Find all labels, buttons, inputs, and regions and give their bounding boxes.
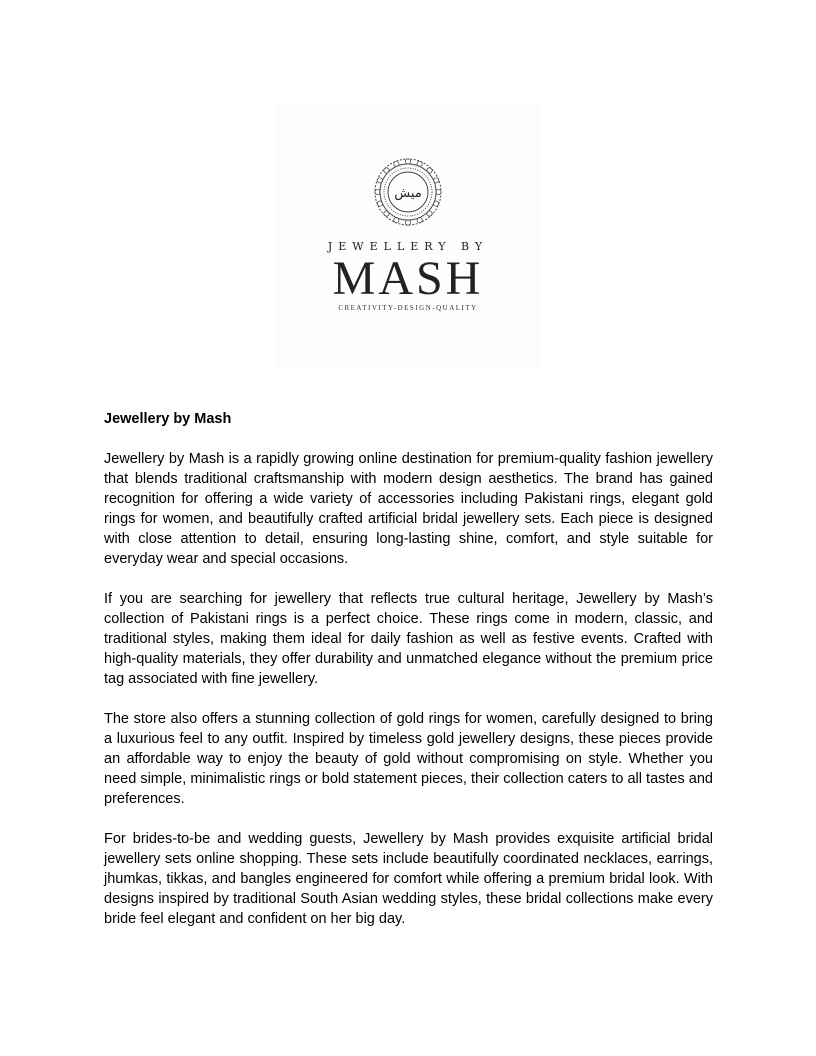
paragraph-gold-rings: The store also offers a stunning collection of gold rings for women, carefully designed to bring a luxurious feel to any outfit. Inspired by timeless gold jewellery designs, these pieces provide an affordable way to enjoy the beauty of gold without compromising on style. Whether you need simple, minimalistic rings or bold statement pieces, their collection caters to all tastes and preferences. bbox=[104, 711, 713, 807]
emblem-petal bbox=[434, 201, 439, 206]
emblem-petal bbox=[417, 161, 422, 166]
document-body bbox=[104, 409, 713, 949]
emblem-petal bbox=[405, 220, 410, 225]
logo-subtitle: JEWELLERY BY bbox=[327, 240, 489, 253]
emblem-petal bbox=[394, 218, 399, 223]
emblem-petal bbox=[377, 178, 382, 183]
emblem-petal bbox=[436, 189, 441, 194]
paragraph-intro: Jewellery by Mash is a rapidly growing online destination for premium-quality fashion jewellery that blends traditional craftsmanship with modern design aesthetics. The brand has gained recognition for offering a wide variety of accessories including Pakistani rings, elegant gold rings for women, and beautifully crafted artificial bridal jewellery sets. Each piece is designed with close attention to detail, ensuring long-lasting shine, comfort, and style suitable for everyday wear and special occasions. bbox=[104, 451, 713, 567]
logo-tagline: CREATIVITY-DESIGN-QUALITY bbox=[338, 304, 478, 312]
logo-wordmark: MASH bbox=[332, 252, 484, 305]
emblem-petal bbox=[434, 178, 439, 183]
emblem-petal bbox=[384, 211, 389, 216]
brand-logo bbox=[276, 102, 540, 368]
emblem-petal bbox=[375, 189, 380, 194]
paragraph-bridal-sets: For brides-to-be and wedding guests, Jewellery by Mash provides exquisite artificial bridal jewellery sets online shopping. These sets include beautifully coordinated necklaces, earrings, jhumkas, tikkas, and bangles engineered for comfort while offering a premium bridal look. With designs inspired by traditional South Asian wedding styles, these bridal collections make every bride feel elegant and confident on her big day. bbox=[104, 831, 713, 927]
document-title: Jewellery by Mash bbox=[104, 411, 232, 427]
mandala-ornament-icon bbox=[372, 156, 444, 228]
emblem-petal bbox=[405, 159, 410, 164]
emblem-petal bbox=[394, 161, 399, 166]
emblem-petal bbox=[377, 201, 382, 206]
emblem-petal bbox=[427, 211, 432, 216]
paragraph-pakistani-rings: If you are searching for jewellery that reflects true cultural heritage, Jewellery by Mash’s collection of Pakistani rings is a perfect choice. These rings come in modern, classic, and traditional styles, making them ideal for daily fashion as well as festive events. Crafted with high-quality materials, they offer durability and unmatched elegance without the premium price tag associated with fine jewellery. bbox=[104, 591, 713, 687]
emblem-petal bbox=[417, 218, 422, 223]
emblem-petal bbox=[427, 168, 432, 173]
logo-urdu-text: میش bbox=[394, 186, 422, 201]
emblem-petal bbox=[384, 168, 389, 173]
